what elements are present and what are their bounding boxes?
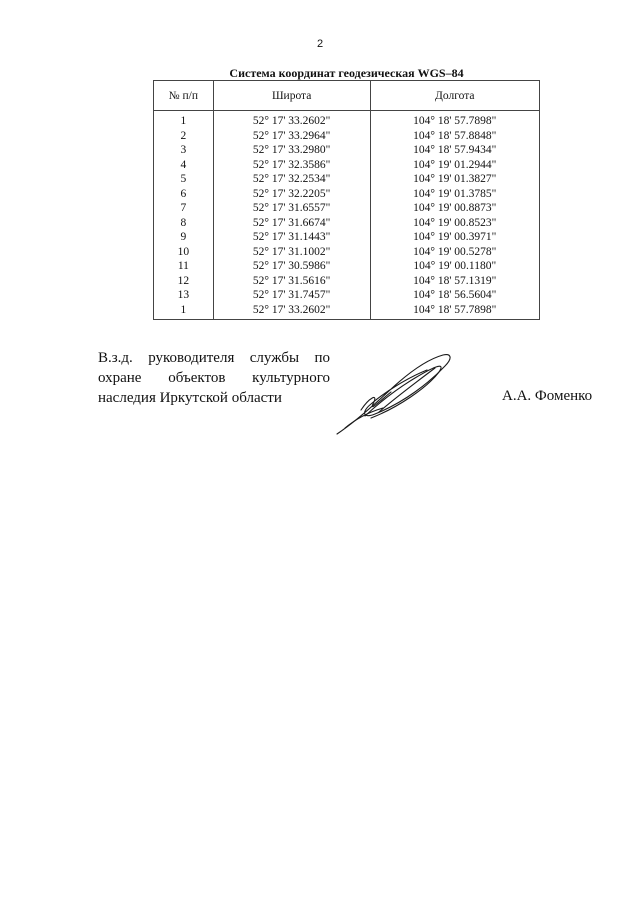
table-row <box>154 303 540 320</box>
page-number: 2 <box>316 38 324 50</box>
coordinates-table <box>153 80 540 320</box>
header-longitude: Долгота <box>370 81 539 111</box>
cell-number: 5 <box>154 172 214 187</box>
table-row <box>154 172 540 187</box>
cell-longitude: 104° 18' 57.7898" <box>370 303 539 320</box>
table-row <box>154 201 540 216</box>
cell-number: 12 <box>154 274 214 289</box>
cell-latitude: 52° 17' 31.6674" <box>213 216 370 231</box>
cell-number: 8 <box>154 216 214 231</box>
table-row <box>154 129 540 144</box>
signatory-position <box>98 348 330 408</box>
table-body <box>154 111 540 320</box>
signatory-name: А.А. Фоменко <box>502 388 593 404</box>
cell-latitude: 52° 17' 31.6557" <box>213 201 370 216</box>
cell-latitude: 52° 17' 31.5616" <box>213 274 370 289</box>
cell-latitude: 52° 17' 33.2964" <box>213 129 370 144</box>
cell-latitude: 52° 17' 32.2534" <box>213 172 370 187</box>
cell-number: 3 <box>154 143 214 158</box>
position-line: наследия Иркутской области <box>98 390 282 406</box>
cell-longitude: 104° 18' 57.9434" <box>370 143 539 158</box>
cell-latitude: 52° 17' 30.5986" <box>213 259 370 274</box>
cell-number: 2 <box>154 129 214 144</box>
table-row <box>154 158 540 173</box>
table-title: Система координат геодезическая WGS–84 <box>229 66 464 80</box>
cell-latitude: 52° 17' 32.2205" <box>213 187 370 202</box>
cell-latitude: 52° 17' 33.2602" <box>213 303 370 320</box>
table-row <box>154 187 540 202</box>
cell-longitude: 104° 19' 00.5278" <box>370 245 539 260</box>
header-latitude: Широта <box>213 81 370 111</box>
cell-longitude: 104° 19' 00.8523" <box>370 216 539 231</box>
handwritten-signature <box>335 352 455 438</box>
cell-longitude: 104° 18' 57.8848" <box>370 129 539 144</box>
cell-number: 13 <box>154 288 214 303</box>
cell-longitude: 104° 18' 57.7898" <box>370 111 539 129</box>
position-line: В.з.д. руководителя службы по <box>98 350 330 366</box>
cell-longitude: 104° 19' 01.2944" <box>370 158 539 173</box>
table-row <box>154 274 540 289</box>
cell-latitude: 52° 17' 32.3586" <box>213 158 370 173</box>
position-line: охране объектов культурного <box>98 370 330 386</box>
table-row <box>154 143 540 158</box>
cell-number: 6 <box>154 187 214 202</box>
cell-longitude: 104° 18' 56.5604" <box>370 288 539 303</box>
cell-longitude: 104° 19' 01.3785" <box>370 187 539 202</box>
cell-longitude: 104° 19' 01.3827" <box>370 172 539 187</box>
cell-latitude: 52° 17' 33.2602" <box>213 111 370 129</box>
table-row <box>154 259 540 274</box>
table-row <box>154 216 540 231</box>
cell-number: 7 <box>154 201 214 216</box>
cell-longitude: 104° 19' 00.8873" <box>370 201 539 216</box>
cell-number: 9 <box>154 230 214 245</box>
cell-number: 4 <box>154 158 214 173</box>
cell-longitude: 104° 19' 00.3971" <box>370 230 539 245</box>
table-header-row <box>154 81 540 111</box>
cell-number: 11 <box>154 259 214 274</box>
cell-number: 1 <box>154 111 214 129</box>
cell-latitude: 52° 17' 33.2980" <box>213 143 370 158</box>
table-row <box>154 230 540 245</box>
table-row <box>154 111 540 129</box>
cell-number: 10 <box>154 245 214 260</box>
cell-latitude: 52° 17' 31.1443" <box>213 230 370 245</box>
cell-latitude: 52° 17' 31.7457" <box>213 288 370 303</box>
table-row <box>154 245 540 260</box>
cell-longitude: 104° 18' 57.1319" <box>370 274 539 289</box>
header-number: № п/п <box>154 81 214 111</box>
cell-number: 1 <box>154 303 214 320</box>
cell-latitude: 52° 17' 31.1002" <box>213 245 370 260</box>
table-row <box>154 288 540 303</box>
cell-longitude: 104° 19' 00.1180" <box>370 259 539 274</box>
